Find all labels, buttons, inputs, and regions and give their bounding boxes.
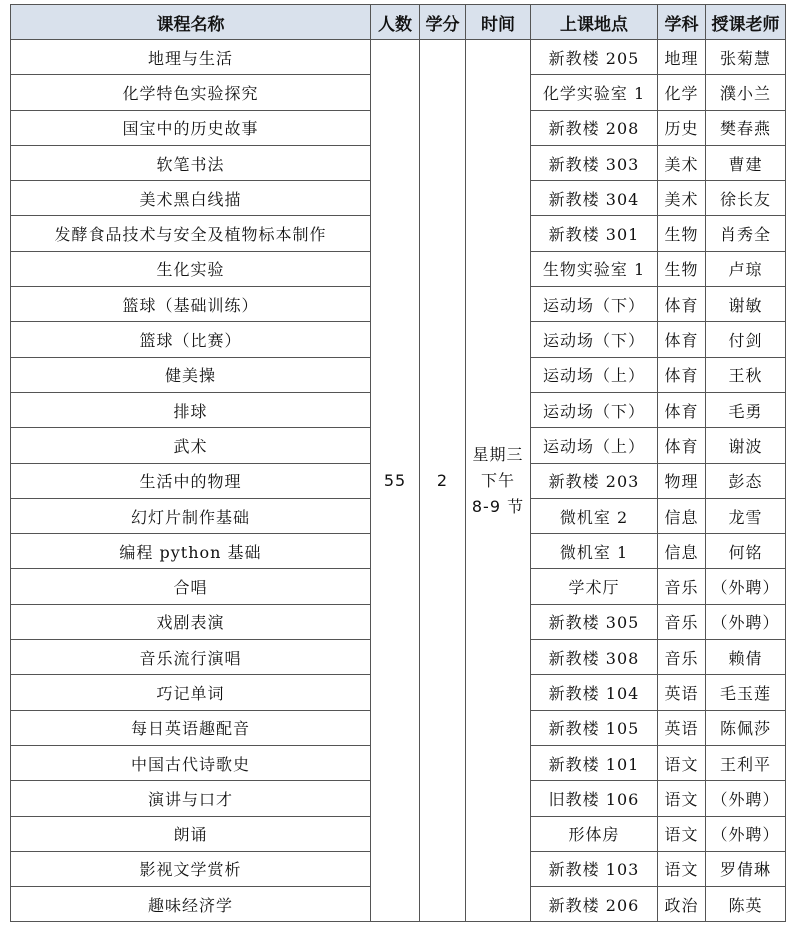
subject-cell: 语文 [658, 816, 706, 851]
course-name-cell: 生活中的物理 [11, 463, 371, 498]
teacher-cell: 樊春燕 [706, 110, 786, 145]
time-line-3: 8-9 节 [471, 496, 525, 516]
subject-cell: 英语 [658, 710, 706, 745]
header-subject: 学科 [658, 5, 706, 40]
subject-cell: 体育 [658, 428, 706, 463]
teacher-cell: （外聘） [706, 569, 786, 604]
location-cell: 新教楼 304 [531, 181, 658, 216]
table-body [11, 40, 786, 922]
course-name-cell: 国宝中的历史故事 [11, 110, 371, 145]
teacher-cell: 王利平 [706, 745, 786, 780]
subject-cell: 语文 [658, 781, 706, 816]
course-name-cell: 朗诵 [11, 816, 371, 851]
subject-cell: 信息 [658, 498, 706, 533]
subject-cell: 政治 [658, 887, 706, 922]
location-cell: 新教楼 305 [531, 604, 658, 639]
subject-cell: 体育 [658, 392, 706, 427]
subject-cell: 信息 [658, 534, 706, 569]
header-count: 人数 [371, 5, 420, 40]
subject-cell: 生物 [658, 216, 706, 251]
time-line-1: 星期三 [472, 444, 524, 464]
course-name-cell: 合唱 [11, 569, 371, 604]
subject-cell: 历史 [658, 110, 706, 145]
subject-cell: 体育 [658, 322, 706, 357]
course-name-cell: 软笔书法 [11, 145, 371, 180]
course-name-cell: 每日英语趣配音 [11, 710, 371, 745]
course-name-cell: 武术 [11, 428, 371, 463]
header-teacher: 授课老师 [706, 5, 786, 40]
location-cell: 微机室 2 [531, 498, 658, 533]
location-cell: 新教楼 205 [531, 40, 658, 75]
subject-cell: 音乐 [658, 640, 706, 675]
course-name-cell: 美术黑白线描 [11, 181, 371, 216]
course-name-cell: 中国古代诗歌史 [11, 745, 371, 780]
course-name-cell: 排球 [11, 392, 371, 427]
subject-cell: 地理 [658, 40, 706, 75]
table-row [11, 40, 786, 75]
course-name-cell: 篮球（基础训练） [11, 287, 371, 322]
teacher-cell: 谢敏 [706, 287, 786, 322]
subject-cell: 音乐 [658, 604, 706, 639]
subject-cell: 美术 [658, 145, 706, 180]
teacher-cell: 彭态 [706, 463, 786, 498]
credit-cell: 2 [420, 40, 466, 922]
location-cell: 新教楼 203 [531, 463, 658, 498]
course-name-cell: 编程 python 基础 [11, 534, 371, 569]
location-cell: 旧教楼 106 [531, 781, 658, 816]
course-name-cell: 影视文学赏析 [11, 851, 371, 886]
subject-cell: 物理 [658, 463, 706, 498]
subject-cell: 英语 [658, 675, 706, 710]
subject-cell: 生物 [658, 251, 706, 286]
teacher-cell: 徐长友 [706, 181, 786, 216]
teacher-cell: 何铭 [706, 534, 786, 569]
location-cell: 新教楼 308 [531, 640, 658, 675]
teacher-cell: （外聘） [706, 816, 786, 851]
location-cell: 微机室 1 [531, 534, 658, 569]
header-row [11, 5, 786, 40]
location-cell: 新教楼 105 [531, 710, 658, 745]
location-cell: 新教楼 104 [531, 675, 658, 710]
student-count-cell: 55 [371, 40, 420, 922]
location-cell: 运动场（下） [531, 392, 658, 427]
course-name-cell: 幻灯片制作基础 [11, 498, 371, 533]
location-cell: 学术厅 [531, 569, 658, 604]
course-name-cell: 健美操 [11, 357, 371, 392]
teacher-cell: 王秋 [706, 357, 786, 392]
location-cell: 运动场（上） [531, 357, 658, 392]
teacher-cell: 陈佩莎 [706, 710, 786, 745]
location-cell: 化学实验室 1 [531, 75, 658, 110]
teacher-cell: 谢波 [706, 428, 786, 463]
course-name-cell: 趣味经济学 [11, 887, 371, 922]
location-cell: 新教楼 208 [531, 110, 658, 145]
course-name-cell: 巧记单词 [11, 675, 371, 710]
course-name-cell: 音乐流行演唱 [11, 640, 371, 675]
course-name-cell: 戏剧表演 [11, 604, 371, 639]
header-time: 时间 [466, 5, 531, 40]
teacher-cell: 卢琼 [706, 251, 786, 286]
location-cell: 运动场（上） [531, 428, 658, 463]
course-name-cell: 演讲与口才 [11, 781, 371, 816]
location-cell: 运动场（下） [531, 287, 658, 322]
header-credit: 学分 [420, 5, 466, 40]
subject-cell: 体育 [658, 287, 706, 322]
location-cell: 新教楼 301 [531, 216, 658, 251]
time-cell [466, 40, 531, 922]
teacher-cell: （外聘） [706, 781, 786, 816]
teacher-cell: （外聘） [706, 604, 786, 639]
location-cell: 运动场（下） [531, 322, 658, 357]
teacher-cell: 张菊慧 [706, 40, 786, 75]
location-cell: 形体房 [531, 816, 658, 851]
course-name-cell: 发酵食品技术与安全及植物标本制作 [11, 216, 371, 251]
course-name-cell: 篮球（比赛） [11, 322, 371, 357]
teacher-cell: 陈英 [706, 887, 786, 922]
subject-cell: 语文 [658, 745, 706, 780]
header-location: 上课地点 [531, 5, 658, 40]
course-name-cell: 化学特色实验探究 [11, 75, 371, 110]
location-cell: 新教楼 206 [531, 887, 658, 922]
time-line-2: 下午 [480, 470, 515, 490]
teacher-cell: 毛勇 [706, 392, 786, 427]
teacher-cell: 龙雪 [706, 498, 786, 533]
location-cell: 生物实验室 1 [531, 251, 658, 286]
teacher-cell: 罗倩琳 [706, 851, 786, 886]
teacher-cell: 毛玉莲 [706, 675, 786, 710]
location-cell: 新教楼 103 [531, 851, 658, 886]
teacher-cell: 曹建 [706, 145, 786, 180]
subject-cell: 美术 [658, 181, 706, 216]
header-course: 课程名称 [11, 5, 371, 40]
location-cell: 新教楼 303 [531, 145, 658, 180]
subject-cell: 语文 [658, 851, 706, 886]
subject-cell: 音乐 [658, 569, 706, 604]
location-cell: 新教楼 101 [531, 745, 658, 780]
course-schedule-table [10, 4, 786, 922]
teacher-cell: 肖秀全 [706, 216, 786, 251]
teacher-cell: 濮小兰 [706, 75, 786, 110]
course-name-cell: 生化实验 [11, 251, 371, 286]
course-name-cell: 地理与生活 [11, 40, 371, 75]
teacher-cell: 付剑 [706, 322, 786, 357]
subject-cell: 体育 [658, 357, 706, 392]
subject-cell: 化学 [658, 75, 706, 110]
teacher-cell: 赖倩 [706, 640, 786, 675]
